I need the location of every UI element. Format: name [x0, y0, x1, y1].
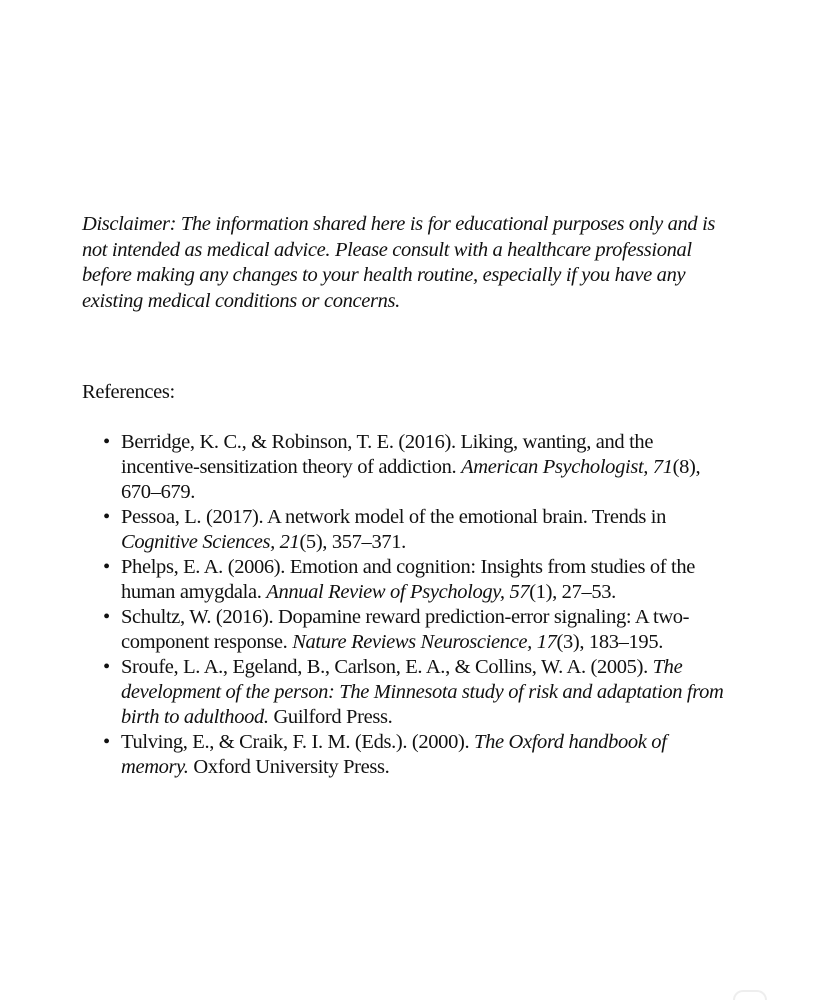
reference-issue: (1), 27–53.: [529, 580, 616, 603]
reference-journal: Annual Review of Psychology, 57: [266, 580, 530, 603]
document-page: [82, 212, 732, 780]
references-list: [82, 430, 732, 780]
reference-issue: (3), 183–195.: [556, 630, 663, 653]
bullet-icon: •: [103, 605, 110, 628]
reference-text: Berridge, K. C., & Robinson, T. E. (2016). Liking, wanting, and the incentive-sensitization theory of addiction.: [121, 430, 654, 478]
reference-item: [82, 555, 732, 605]
reference-item: [82, 655, 732, 730]
reference-journal: Nature Reviews Neuroscience, 17: [292, 630, 557, 653]
bullet-icon: •: [103, 505, 110, 528]
bullet-icon: •: [103, 430, 110, 453]
reference-publisher: Oxford University Press.: [188, 755, 390, 778]
reference-text: Phelps, E. A. (2006). Emotion and cognition: Insights from studies of the human amygdala.: [121, 555, 696, 603]
bullet-icon: •: [103, 555, 110, 578]
reference-item: [82, 505, 732, 555]
reference-text: Pessoa, L. (2017). A network model of the emotional brain. Trends in: [121, 505, 667, 528]
faint-corner-icon: [733, 990, 767, 1000]
disclaimer-text: Disclaimer: The information shared here is for educational purposes only and is not intended as medical advice. Please consult with a healthcare professional before making any changes to your health routine, especially if you have any existing medical conditions or concerns.: [82, 213, 716, 312]
bullet-icon: •: [103, 730, 110, 753]
reference-issue: (5), 357–371.: [299, 530, 406, 553]
reference-item: [82, 730, 732, 780]
reference-text: Schultz, W. (2016). Dopamine reward prediction-error signaling: A two-component response.: [121, 605, 690, 653]
reference-book-title: The Oxford handbook of memory.: [121, 730, 667, 778]
reference-item: [82, 430, 732, 505]
bullet-icon: •: [103, 655, 110, 678]
reference-item: [82, 605, 732, 655]
references-heading: References:: [82, 381, 175, 403]
reference-journal: Cognitive Sciences, 21: [121, 530, 300, 553]
reference-publisher: Guilford Press.: [268, 705, 393, 728]
reference-book-title: The development of the person: The Minnesota study of risk and adaptation from birth to adulthood.: [121, 655, 724, 728]
reference-issue: (8), 670–679.: [121, 455, 701, 503]
reference-journal: American Psychologist, 71: [461, 455, 673, 478]
reference-text: Tulving, E., & Craik, F. I. M. (Eds.). (2000).: [121, 730, 475, 753]
reference-text: Sroufe, L. A., Egeland, B., Carlson, E. A., & Collins, W. A. (2005).: [121, 655, 653, 678]
